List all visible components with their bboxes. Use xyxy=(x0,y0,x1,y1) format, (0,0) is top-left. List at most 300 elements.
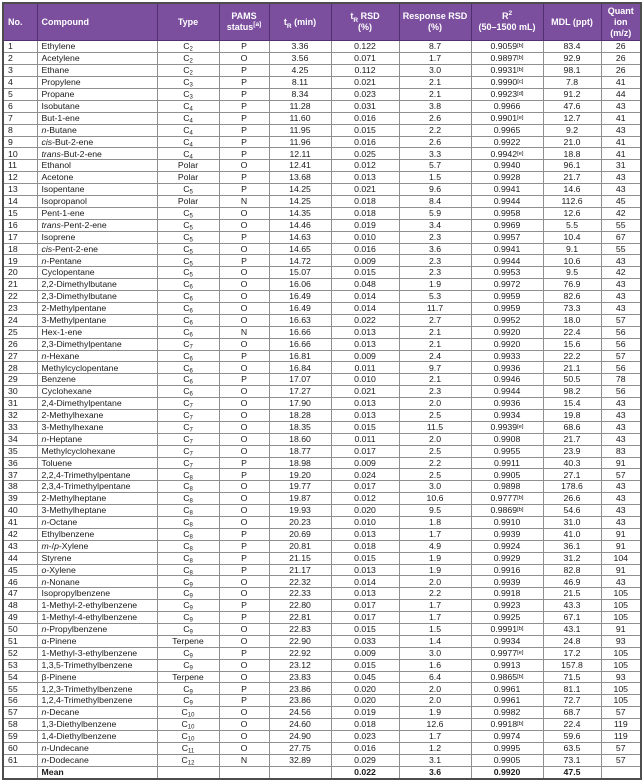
cell-quant-ion: 83 xyxy=(601,445,641,457)
cell-response-rsd: 1.9 xyxy=(399,552,471,564)
mean-cell-compound: Mean xyxy=(37,766,157,778)
cell-quant-ion: 91 xyxy=(601,564,641,576)
cell-compound: Acetone xyxy=(37,172,157,184)
cell-type: Terpene xyxy=(157,635,219,647)
cell-tr-min: 22.90 xyxy=(269,635,331,647)
cell-quant-ion: 105 xyxy=(601,647,641,659)
mean-cell-no xyxy=(3,766,37,778)
cell-quant-ion: 78 xyxy=(601,374,641,386)
mean-cell-response-rsd: 3.6 xyxy=(399,766,471,778)
cell-tr-min: 18.60 xyxy=(269,433,331,445)
cell-quant-ion: 43 xyxy=(601,410,641,422)
cell-no: 43 xyxy=(3,540,37,552)
table-row xyxy=(3,374,641,386)
cell-mdl: 50.5 xyxy=(543,374,601,386)
cell-response-rsd: 2.0 xyxy=(399,576,471,588)
cell-no: 4 xyxy=(3,77,37,89)
cell-quant-ion: 43 xyxy=(601,493,641,505)
cell-compound: n-Decane xyxy=(37,707,157,719)
cell-type: $C_8$ xyxy=(157,505,219,517)
cell-quant-ion: 26 xyxy=(601,41,641,53)
cell-type: $C_5$ xyxy=(157,231,219,243)
cell-no: 14 xyxy=(3,195,37,207)
cell-quant-ion: 104 xyxy=(601,552,641,564)
cell-compound: α-Pinene xyxy=(37,635,157,647)
cell-tr-rsd: 0.022 xyxy=(331,314,399,326)
cell-type: $C_9$ xyxy=(157,600,219,612)
cell-r2: 0.9941 xyxy=(471,184,543,196)
cell-quant-ion: 45 xyxy=(601,195,641,207)
header-cell-quant-ion: Quant ion (m/z) xyxy=(601,3,641,41)
cell-compound: 2,2-Dimethylbutane xyxy=(37,279,157,291)
cell-no: 60 xyxy=(3,742,37,754)
cell-quant-ion: 56 xyxy=(601,362,641,374)
cell-response-rsd: 1.5 xyxy=(399,172,471,184)
cell-r2: 0.9922 xyxy=(471,136,543,148)
table-row xyxy=(3,207,641,219)
cell-pams-status: P xyxy=(219,124,269,136)
cell-type: $C_6$ xyxy=(157,362,219,374)
cell-r2: 0.9941 xyxy=(471,243,543,255)
cell-tr-min: 20.81 xyxy=(269,540,331,552)
cell-mdl: 43.3 xyxy=(543,600,601,612)
cell-tr-rsd: 0.112 xyxy=(331,65,399,77)
cell-pams-status: P xyxy=(219,374,269,386)
table-row xyxy=(3,671,641,683)
cell-r2: 0.9969 xyxy=(471,219,543,231)
cell-tr-rsd: 0.013 xyxy=(331,172,399,184)
cell-quant-ion: 56 xyxy=(601,338,641,350)
cell-mdl: 9.1 xyxy=(543,243,601,255)
cell-response-rsd: 8.4 xyxy=(399,195,471,207)
cell-response-rsd: 5.3 xyxy=(399,291,471,303)
cell-compound: n-Heptane xyxy=(37,433,157,445)
header-cell-no: No. xyxy=(3,3,37,41)
cell-compound: trans-But-2-ene xyxy=(37,148,157,160)
cell-mdl: 18.8 xyxy=(543,148,601,160)
cell-mdl: 22.4 xyxy=(543,326,601,338)
cell-type: $C_5$ xyxy=(157,267,219,279)
cell-compound: cis-Pent-2-ene xyxy=(37,243,157,255)
cell-tr-min: 11.95 xyxy=(269,124,331,136)
mean-cell-r2: 0.9920 xyxy=(471,766,543,778)
cell-pams-status: O xyxy=(219,314,269,326)
cell-tr-min: 3.56 xyxy=(269,53,331,65)
cell-pams-status: O xyxy=(219,445,269,457)
cell-response-rsd: 2.1 xyxy=(399,338,471,350)
cell-mdl: 157.8 xyxy=(543,659,601,671)
cell-tr-rsd: 0.015 xyxy=(331,624,399,636)
cell-tr-rsd: 0.009 xyxy=(331,647,399,659)
cell-tr-min: 23.86 xyxy=(269,695,331,707)
cell-response-rsd: 2.0 xyxy=(399,433,471,445)
cell-response-rsd: 2.1 xyxy=(399,326,471,338)
cell-tr-min: 22.80 xyxy=(269,600,331,612)
cell-tr-min: 16.66 xyxy=(269,338,331,350)
cell-tr-rsd: 0.010 xyxy=(331,517,399,529)
cell-no: 11 xyxy=(3,160,37,172)
cell-tr-rsd: 0.122 xyxy=(331,41,399,53)
cell-no: 55 xyxy=(3,683,37,695)
table-row xyxy=(3,88,641,100)
header-cell-type: Type xyxy=(157,3,219,41)
mean-cell-tr-rsd: 0.022 xyxy=(331,766,399,778)
cell-quant-ion: 26 xyxy=(601,65,641,77)
cell-r2: 0.9920 xyxy=(471,326,543,338)
table-row xyxy=(3,350,641,362)
header-cell-mdl: MDL (ppt) xyxy=(543,3,601,41)
cell-tr-min: 22.81 xyxy=(269,612,331,624)
cell-response-rsd: 3.0 xyxy=(399,647,471,659)
cell-quant-ion: 42 xyxy=(601,267,641,279)
cell-no: 37 xyxy=(3,469,37,481)
cell-response-rsd: 11.5 xyxy=(399,421,471,433)
cell-tr-rsd: 0.013 xyxy=(331,410,399,422)
cell-quant-ion: 57 xyxy=(601,742,641,754)
cell-tr-min: 23.83 xyxy=(269,671,331,683)
cell-tr-min: 19.87 xyxy=(269,493,331,505)
cell-response-rsd: 8.7 xyxy=(399,41,471,53)
cell-mdl: 7.8 xyxy=(543,77,601,89)
cell-type: $C_9$ xyxy=(157,624,219,636)
cell-pams-status: O xyxy=(219,207,269,219)
cell-pams-status: O xyxy=(219,410,269,422)
cell-no: 45 xyxy=(3,564,37,576)
cell-type: $C_8$ xyxy=(157,564,219,576)
cell-mdl: 24.8 xyxy=(543,635,601,647)
cell-tr-min: 11.96 xyxy=(269,136,331,148)
cell-quant-ion: 57 xyxy=(601,314,641,326)
cell-pams-status: O xyxy=(219,338,269,350)
cell-tr-rsd: 0.016 xyxy=(331,136,399,148)
table-row xyxy=(3,172,641,184)
cell-pams-status: O xyxy=(219,291,269,303)
table-row xyxy=(3,195,641,207)
cell-mdl: 59.6 xyxy=(543,731,601,743)
cell-response-rsd: 1.7 xyxy=(399,612,471,624)
table-row xyxy=(3,65,641,77)
cell-tr-min: 24.90 xyxy=(269,731,331,743)
cell-pams-status: O xyxy=(219,731,269,743)
table-row xyxy=(3,279,641,291)
cell-compound: n-Pentane xyxy=(37,255,157,267)
cell-tr-min: 17.07 xyxy=(269,374,331,386)
table-row xyxy=(3,659,641,671)
cell-type: $C_5$ xyxy=(157,243,219,255)
cell-compound: Ethanol xyxy=(37,160,157,172)
cell-response-rsd: 2.5 xyxy=(399,469,471,481)
cell-type: $C_{10}$ xyxy=(157,731,219,743)
cell-mdl: 63.5 xyxy=(543,742,601,754)
cell-r2: 0.9931[b] xyxy=(471,65,543,77)
cell-pams-status: O xyxy=(219,219,269,231)
cell-pams-status: P xyxy=(219,255,269,267)
cell-tr-rsd: 0.015 xyxy=(331,267,399,279)
cell-mdl: 22.4 xyxy=(543,719,601,731)
cell-r2: 0.9982 xyxy=(471,707,543,719)
cell-pams-status: P xyxy=(219,184,269,196)
cell-tr-min: 22.83 xyxy=(269,624,331,636)
cell-response-rsd: 1.9 xyxy=(399,707,471,719)
cell-tr-rsd: 0.013 xyxy=(331,326,399,338)
cell-compound: Hex-1-ene xyxy=(37,326,157,338)
cell-tr-min: 4.25 xyxy=(269,65,331,77)
cell-no: 1 xyxy=(3,41,37,53)
cell-mdl: 12.7 xyxy=(543,112,601,124)
cell-tr-rsd: 0.016 xyxy=(331,243,399,255)
cell-no: 2 xyxy=(3,53,37,65)
cell-type: $C_9$ xyxy=(157,612,219,624)
header-cell-tr-min: $t_R$ (min) xyxy=(269,3,331,41)
cell-quant-ion: 43 xyxy=(601,302,641,314)
cell-r2: 0.9944 xyxy=(471,195,543,207)
cell-response-rsd: 2.3 xyxy=(399,386,471,398)
cell-no: 16 xyxy=(3,219,37,231)
cell-r2: 0.9995 xyxy=(471,742,543,754)
cell-no: 20 xyxy=(3,267,37,279)
table-row xyxy=(3,291,641,303)
cell-mdl: 98.1 xyxy=(543,65,601,77)
table-row xyxy=(3,754,641,766)
cell-pams-status: O xyxy=(219,635,269,647)
cell-quant-ion: 119 xyxy=(601,731,641,743)
cell-quant-ion: 105 xyxy=(601,683,641,695)
cell-response-rsd: 2.2 xyxy=(399,588,471,600)
cell-no: 29 xyxy=(3,374,37,386)
cell-type: $C_4$ xyxy=(157,124,219,136)
cell-compound: 3-Methylhexane xyxy=(37,421,157,433)
cell-type: $C_4$ xyxy=(157,112,219,124)
cell-compound: n-Undecane xyxy=(37,742,157,754)
cell-r2: 0.9905 xyxy=(471,469,543,481)
table-row xyxy=(3,267,641,279)
cell-no: 38 xyxy=(3,481,37,493)
cell-response-rsd: 4.9 xyxy=(399,540,471,552)
cell-no: 6 xyxy=(3,100,37,112)
mean-cell-tr-min xyxy=(269,766,331,778)
cell-compound: Cyclohexane xyxy=(37,386,157,398)
cell-quant-ion: 42 xyxy=(601,207,641,219)
cell-response-rsd: 3.0 xyxy=(399,481,471,493)
cell-compound: trans-Pent-2-ene xyxy=(37,219,157,231)
cell-r2: 0.9952 xyxy=(471,314,543,326)
cell-r2: 0.9920 xyxy=(471,338,543,350)
mean-cell-quant-ion xyxy=(601,766,641,778)
cell-r2: 0.9939[e] xyxy=(471,421,543,433)
cell-tr-rsd: 0.017 xyxy=(331,612,399,624)
cell-r2: 0.9911 xyxy=(471,457,543,469)
cell-mdl: 82.8 xyxy=(543,564,601,576)
table-row xyxy=(3,41,641,53)
cell-tr-min: 19.93 xyxy=(269,505,331,517)
cell-type: $C_2$ xyxy=(157,65,219,77)
cell-quant-ion: 43 xyxy=(601,505,641,517)
table-row xyxy=(3,517,641,529)
cell-pams-status: P xyxy=(219,564,269,576)
cell-no: 31 xyxy=(3,398,37,410)
cell-r2: 0.9944 xyxy=(471,255,543,267)
cell-r2: 0.9955 xyxy=(471,445,543,457)
cell-r2: 0.9990[c] xyxy=(471,77,543,89)
cell-r2: 0.9965 xyxy=(471,124,543,136)
cell-no: 23 xyxy=(3,302,37,314)
cell-mdl: 21.1 xyxy=(543,362,601,374)
cell-pams-status: P xyxy=(219,100,269,112)
cell-tr-rsd: 0.014 xyxy=(331,302,399,314)
cell-r2: 0.9972 xyxy=(471,279,543,291)
cell-tr-min: 14.35 xyxy=(269,207,331,219)
cell-compound: n-Hexane xyxy=(37,350,157,362)
cell-r2: 0.9939 xyxy=(471,528,543,540)
cell-r2: 0.9958 xyxy=(471,207,543,219)
cell-pams-status: O xyxy=(219,302,269,314)
cell-tr-rsd: 0.013 xyxy=(331,398,399,410)
cell-r2: 0.9966 xyxy=(471,100,543,112)
cell-type: $C_{10}$ xyxy=(157,707,219,719)
cell-tr-min: 23.12 xyxy=(269,659,331,671)
cell-pams-status: O xyxy=(219,279,269,291)
cell-response-rsd: 1.7 xyxy=(399,53,471,65)
cell-type: $C_6$ xyxy=(157,374,219,386)
cell-quant-ion: 44 xyxy=(601,88,641,100)
cell-compound: Ethylbenzene xyxy=(37,528,157,540)
cell-tr-min: 18.98 xyxy=(269,457,331,469)
cell-no: 48 xyxy=(3,600,37,612)
table-row xyxy=(3,184,641,196)
header-row xyxy=(3,3,641,41)
cell-quant-ion: 105 xyxy=(601,600,641,612)
table-row xyxy=(3,410,641,422)
cell-r2: 0.9898 xyxy=(471,481,543,493)
cell-response-rsd: 2.2 xyxy=(399,124,471,136)
cell-no: 5 xyxy=(3,88,37,100)
cell-quant-ion: 67 xyxy=(601,231,641,243)
table-row xyxy=(3,612,641,624)
cell-mdl: 71.5 xyxy=(543,671,601,683)
cell-tr-min: 14.72 xyxy=(269,255,331,267)
cell-type: $C_9$ xyxy=(157,647,219,659)
cell-r2: 0.9946 xyxy=(471,374,543,386)
cell-pams-status: O xyxy=(219,588,269,600)
cell-response-rsd: 2.1 xyxy=(399,77,471,89)
cell-quant-ion: 43 xyxy=(601,576,641,588)
cell-type: $C_2$ xyxy=(157,41,219,53)
cell-compound: Propylene xyxy=(37,77,157,89)
cell-quant-ion: 41 xyxy=(601,77,641,89)
cell-tr-rsd: 0.024 xyxy=(331,469,399,481)
cell-compound: n-Propylbenzene xyxy=(37,624,157,636)
cell-no: 56 xyxy=(3,695,37,707)
cell-tr-min: 18.28 xyxy=(269,410,331,422)
cell-pams-status: N xyxy=(219,754,269,766)
cell-tr-rsd: 0.071 xyxy=(331,53,399,65)
cell-tr-rsd: 0.016 xyxy=(331,742,399,754)
cell-tr-rsd: 0.018 xyxy=(331,719,399,731)
table-row xyxy=(3,398,641,410)
cell-quant-ion: 57 xyxy=(601,754,641,766)
cell-type: $C_7$ xyxy=(157,421,219,433)
cell-quant-ion: 43 xyxy=(601,398,641,410)
cell-compound: Cyclopentane xyxy=(37,267,157,279)
cell-compound: 3-Methylheptane xyxy=(37,505,157,517)
mean-cell-mdl: 47.5 xyxy=(543,766,601,778)
table-row xyxy=(3,53,641,65)
cell-no: 49 xyxy=(3,612,37,624)
cell-type: $C_8$ xyxy=(157,493,219,505)
cell-quant-ion: 43 xyxy=(601,255,641,267)
cell-quant-ion: 57 xyxy=(601,707,641,719)
cell-pams-status: O xyxy=(219,267,269,279)
cell-tr-min: 16.63 xyxy=(269,314,331,326)
cell-r2: 0.9918[b] xyxy=(471,719,543,731)
cell-mdl: 18.0 xyxy=(543,314,601,326)
cell-pams-status: O xyxy=(219,160,269,172)
cell-quant-ion: 56 xyxy=(601,386,641,398)
cell-quant-ion: 43 xyxy=(601,433,641,445)
cell-compound: n-Octane xyxy=(37,517,157,529)
cell-pams-status: O xyxy=(219,53,269,65)
cell-no: 3 xyxy=(3,65,37,77)
table-row xyxy=(3,588,641,600)
cell-tr-rsd: 0.011 xyxy=(331,433,399,445)
cell-pams-status: O xyxy=(219,707,269,719)
cell-compound: Pent-1-ene xyxy=(37,207,157,219)
table-row xyxy=(3,742,641,754)
cell-tr-min: 13.68 xyxy=(269,172,331,184)
cell-mdl: 68.7 xyxy=(543,707,601,719)
cell-quant-ion: 57 xyxy=(601,350,641,362)
cell-type: $C_8$ xyxy=(157,469,219,481)
cell-compound: Methylcyclopentane xyxy=(37,362,157,374)
cell-pams-status: P xyxy=(219,148,269,160)
cell-no: 17 xyxy=(3,231,37,243)
cell-no: 10 xyxy=(3,148,37,160)
cell-type: $C_7$ xyxy=(157,433,219,445)
cell-tr-rsd: 0.018 xyxy=(331,207,399,219)
cell-pams-status: P xyxy=(219,683,269,695)
cell-mdl: 31.0 xyxy=(543,517,601,529)
cell-quant-ion: 57 xyxy=(601,469,641,481)
cell-no: 32 xyxy=(3,410,37,422)
cell-quant-ion: 43 xyxy=(601,100,641,112)
cell-no: 35 xyxy=(3,445,37,457)
cell-tr-rsd: 0.015 xyxy=(331,124,399,136)
cell-pams-status: P xyxy=(219,88,269,100)
cell-pams-status: P xyxy=(219,600,269,612)
cell-mdl: 83.4 xyxy=(543,41,601,53)
cell-compound: 1,3,5-Trimethylbenzene xyxy=(37,659,157,671)
cell-pams-status: P xyxy=(219,647,269,659)
cell-response-rsd: 2.2 xyxy=(399,457,471,469)
table-row xyxy=(3,314,641,326)
cell-pams-status: N xyxy=(219,326,269,338)
cell-mdl: 47.6 xyxy=(543,100,601,112)
cell-no: 27 xyxy=(3,350,37,362)
table-row xyxy=(3,695,641,707)
cell-type: Polar xyxy=(157,172,219,184)
cell-mdl: 21.7 xyxy=(543,433,601,445)
cell-mdl: 5.5 xyxy=(543,219,601,231)
cell-no: 58 xyxy=(3,719,37,731)
cell-tr-min: 22.33 xyxy=(269,588,331,600)
cell-no: 34 xyxy=(3,433,37,445)
cell-compound: n-Nonane xyxy=(37,576,157,588)
cell-type: $C_6$ xyxy=(157,350,219,362)
table-row xyxy=(3,326,641,338)
cell-mdl: 12.6 xyxy=(543,207,601,219)
cell-response-rsd: 3.8 xyxy=(399,100,471,112)
cell-r2: 0.9933 xyxy=(471,350,543,362)
